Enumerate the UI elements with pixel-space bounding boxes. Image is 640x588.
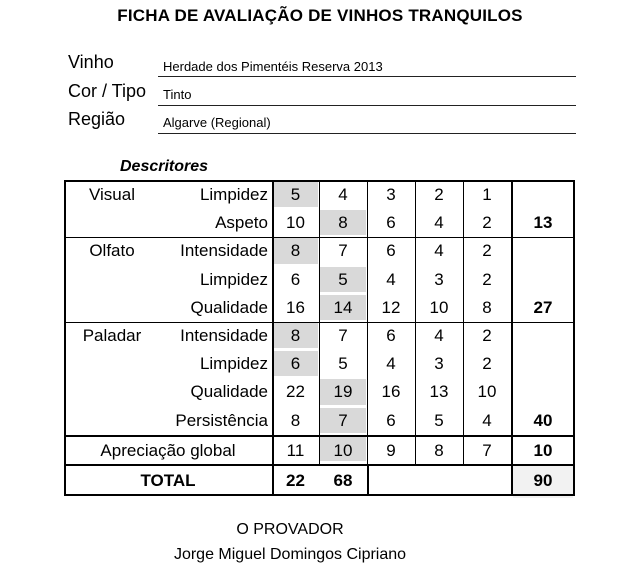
score-cell: 8 xyxy=(290,241,301,261)
group-label: Visual xyxy=(89,185,135,204)
footer-name: Jorge Miguel Domingos Cipriano xyxy=(173,546,407,563)
score-cell: 12 xyxy=(381,297,401,317)
footer-role: O PROVADOR xyxy=(236,521,344,538)
score-cell: 10 xyxy=(286,213,305,233)
score-cell: 10 xyxy=(333,440,353,460)
total-value: 90 xyxy=(533,471,553,490)
score-cell: 5 xyxy=(338,354,348,374)
column-line xyxy=(319,180,320,465)
column-line xyxy=(511,180,513,496)
score-cell: 3 xyxy=(386,185,396,204)
score-cell: 2 xyxy=(482,354,492,374)
score-cell: 7 xyxy=(338,326,348,345)
score-cell: 3 xyxy=(434,269,444,289)
score-cell: 6 xyxy=(290,269,301,289)
score-cell: 6 xyxy=(386,326,396,345)
score-cell: 14 xyxy=(333,297,353,317)
regiao-underline xyxy=(158,133,576,134)
column-line xyxy=(272,180,274,496)
score-cell: 8 xyxy=(434,440,444,460)
group-label: Paladar xyxy=(82,326,142,345)
page-title: FICHA DE AVALIAÇÃO DE VINHOS TRANQUILOS xyxy=(117,6,523,25)
score-cell: 7 xyxy=(338,241,348,261)
descriptor-label: Limpidez xyxy=(199,354,268,374)
descriptor-label: Persistência xyxy=(175,410,268,430)
score-cell: 8 xyxy=(290,410,301,430)
score-cell: 22 xyxy=(286,382,305,402)
score-cell: 4 xyxy=(338,185,348,204)
score-cell: 8 xyxy=(290,326,301,345)
score-cell: 2 xyxy=(482,269,492,289)
group-label: Olfato xyxy=(89,241,135,261)
global-label: Apreciação global xyxy=(100,440,236,460)
score-cell: 9 xyxy=(386,440,396,460)
cor-value: Tinto xyxy=(163,87,192,102)
score-cell: 6 xyxy=(386,410,396,430)
score-cell: 6 xyxy=(386,241,396,261)
score-cell: 2 xyxy=(482,241,492,261)
score-cell: 3 xyxy=(434,354,444,374)
descriptor-label: Limpidez xyxy=(199,185,268,204)
score-cell: 5 xyxy=(290,185,301,204)
table-border-right xyxy=(573,180,575,496)
score-cell: 10 xyxy=(477,382,497,402)
score-cell: 2 xyxy=(482,213,492,233)
regiao-label: Região xyxy=(68,109,126,129)
subtotal-cell: 13 xyxy=(533,213,553,233)
score-cell: 2 xyxy=(434,185,444,204)
evaluation-table xyxy=(64,180,575,496)
score-cell: 4 xyxy=(434,326,444,345)
subtotal-cell: 40 xyxy=(533,410,553,430)
score-cell: 4 xyxy=(386,354,396,374)
score-cell: 1 xyxy=(482,185,492,204)
score-cell: 11 xyxy=(286,440,305,460)
score-cell: 5 xyxy=(434,410,444,430)
score-cell: 4 xyxy=(386,269,396,289)
score-cell: 19 xyxy=(333,382,353,402)
descriptor-label: Intensidade xyxy=(180,241,268,261)
total-col2: 68 xyxy=(333,471,353,490)
score-cell: 5 xyxy=(338,269,348,289)
score-cell: 8 xyxy=(338,213,348,233)
vinho-underline xyxy=(158,76,576,77)
descritores-label: Descritores xyxy=(120,158,209,175)
subtotal-cell: 10 xyxy=(533,440,553,460)
vinho-label: Vinho xyxy=(68,52,114,72)
descriptor-label: Aspeto xyxy=(215,213,268,233)
cor-label: Cor / Tipo xyxy=(68,81,147,101)
descriptor-label: Qualidade xyxy=(190,297,268,317)
column-line xyxy=(367,180,368,465)
descriptor-label: Qualidade xyxy=(190,382,268,402)
score-cell: 8 xyxy=(482,297,492,317)
descriptor-label: Limpidez xyxy=(199,269,268,289)
score-cell: 2 xyxy=(482,326,492,345)
score-cell: 16 xyxy=(286,297,305,317)
score-cell: 7 xyxy=(482,440,492,460)
score-cell: 6 xyxy=(386,213,396,233)
score-cell: 6 xyxy=(290,354,301,374)
regiao-value: Algarve (Regional) xyxy=(163,115,271,130)
subtotal-cell: 27 xyxy=(533,297,553,317)
table-border-bottom xyxy=(64,494,575,496)
total-col1: 22 xyxy=(286,471,305,490)
column-line xyxy=(415,180,416,465)
score-cell: 13 xyxy=(429,382,449,402)
column-line xyxy=(367,464,369,496)
score-cell: 4 xyxy=(434,213,444,233)
score-cell: 16 xyxy=(381,382,401,402)
column-line xyxy=(463,180,464,465)
total-label: TOTAL xyxy=(140,471,196,490)
score-cell: 4 xyxy=(482,410,492,430)
vinho-value: Herdade dos Pimentéis Reserva 2013 xyxy=(163,59,383,74)
score-cell: 4 xyxy=(434,241,444,261)
score-cell: 7 xyxy=(338,410,348,430)
table-border-left xyxy=(64,180,66,496)
cor-underline xyxy=(158,105,576,106)
score-cell: 10 xyxy=(429,297,449,317)
descriptor-label: Intensidade xyxy=(180,326,268,345)
